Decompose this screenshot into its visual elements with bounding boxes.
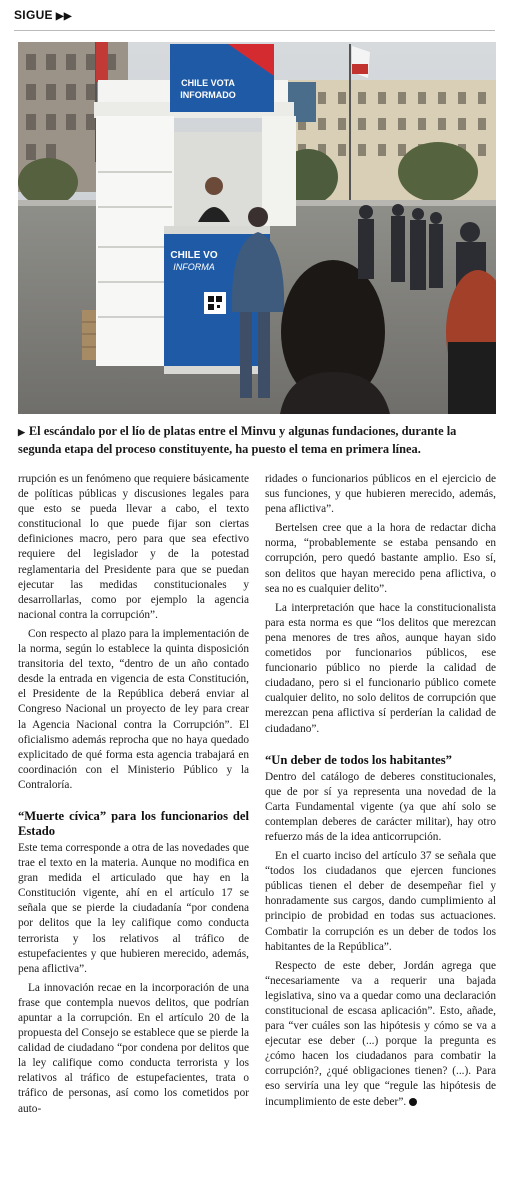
paragraph-final — [265, 959, 496, 1110]
paragraph: Con respecto al plazo para la implementación de la norma, según lo establece la quinta disposición transitoria del texto, “dentro de un año contado desde la entrada en vigencia de esta Constitución, el Presidente de la República deberá enviar al Congreso Nacional un proyecto de ley para crear la Agencia Nacional contra la Corrupción”. El oficialismo además reprocha que no haya quedado explicitado de qué forma esta agencia trabajará en coordinación con el Ministerio Público y la Contraloría. — [18, 627, 249, 791]
paragraph: ridades o funcionarios públicos en el ejercicio de sus funciones, y que hubieren merecido, además, pena aflictiva”. — [265, 473, 496, 516]
paragraph: Este tema corresponde a otra de las novedades que trae el texto en la materia. Aunque no modifica en gran medida el articulado que hay en la Constitución vigente, ahí en el artículo 17 se señala que se pierde la ciudadanía “por condena por delitos que la ley califique como conducta terrorista y los relativos al tráfico de estupefacientes y que hubieren merecido, además, pena aflictiva”. — [18, 841, 249, 975]
end-of-article-icon — [409, 1098, 417, 1106]
article-column-right — [265, 472, 496, 1114]
double-play-arrow-icon: ▶▶ — [55, 11, 72, 22]
article-photo — [18, 42, 496, 414]
paragraph-text: Respecto de este deber, Jordán agrega que “necesariamente va a requerir una bajada legislativa, sino va a quedar como una declaración constitucional de escasa aplicación”. Esto, añade, para “ver cuáles son las hipótesis y cómo se va a ejecutar ese deber (...) porque la pregunta es ¿cómo hacen los ciudadanos para combatir la corrupción?, ¿qué obligaciones tienen? (...). Para eso serviría una ley que “regule las hipótesis de incumplimiento de este deber”. — [265, 959, 496, 1108]
photo-caption — [18, 423, 496, 458]
section-label-text: SIGUE — [14, 8, 53, 22]
booth-banner-line1: CHILE VOTA — [181, 78, 235, 88]
paragraph: La innovación recae en la incorporación de una frase que contempla nuevos delitos, que podrían apuntar a la corrupción. En el artículo 20 de la propuesta del Consejo se establece que se pierde la calidad de ciudadano “por condena por delitos que la ley califique como conducta terrorista y los relativos al tráfico de estupefacientes, trata o tráfico de personas, así como los cometidos por auto- — [18, 981, 249, 1115]
booth-banner-line2: INFORMADO — [180, 90, 236, 100]
photo-illustration — [18, 42, 496, 414]
desk-label-line2: INFORMA — [173, 262, 215, 272]
paragraph: Dentro del catálogo de deberes constitucionales, que de por sí ya representa una novedad de la Carta Fundamental vigente (ya que ahí solo se contemplan deberes de carácter militar), hay otro refuerzo más de la idea anticorrupción. — [265, 770, 496, 843]
paragraph: En el cuarto inciso del artículo 37 se señala que “todos los ciudadanos que ejercen funciones públicas tienen el deber de desempeñar fiel y honradamente sus cargos, dando cumplimiento al principio de probidad en todas sus actuaciones. Combatir la corrupción es un deber de todos los habitantes de la República”. — [265, 850, 496, 953]
paragraph: Bertelsen cree que a la hora de redactar dicha norma, “probablemente se estaba pensando en corrupción, pero quedó bastante amplio. Eso sí, son delitos que hayan merecido pena aflictiva, o sea no es cualquier delito”. — [265, 522, 496, 595]
article-column-left — [18, 472, 249, 1121]
subheading: “Muerte cívica” para los funcionarios del Estado — [18, 808, 249, 838]
header-divider — [14, 30, 495, 31]
caption-text: El escándalo por el lío de platas entre el Minvu y algunas fundaciones, durante la segunda etapa del proceso constituyente, ha puesto el tema en primera línea. — [18, 424, 457, 456]
paragraph: rrupción es un fenómeno que requiere básicamente de políticas públicas y discusiones legales para que esto se pueda llevar a cabo, el texto constitucional lo que puede fijar son ciertas definiciones macro, pero para que sea efectivo requiere del legislador y de la potestad reglamentaria del Presidente para que se puedan ejecutar las medidas constitucionales y desarrollarlas, como por ejemplo la agencia nacional contra la corrupción”. — [18, 473, 249, 621]
section-label — [14, 8, 72, 22]
paragraph: La interpretación que hace la constitucionalista para esta norma es que “los delitos que merezcan pena menores de tres años, aunque hayan sido cometidos por funcionarios públicos, ese funcionario público no pierde la calidad de ciudadano, pero si el funcionario público comete cualquier delito, no solo delitos de corrupción que merezcan pena aflictiva sí perderían la calidad de ciudadano”. — [265, 601, 496, 735]
triangle-right-icon: ▶ — [18, 427, 25, 437]
desk-label-line1: CHILE VO — [170, 250, 218, 261]
subheading: “Un deber de todos los habitantes” — [265, 752, 452, 767]
